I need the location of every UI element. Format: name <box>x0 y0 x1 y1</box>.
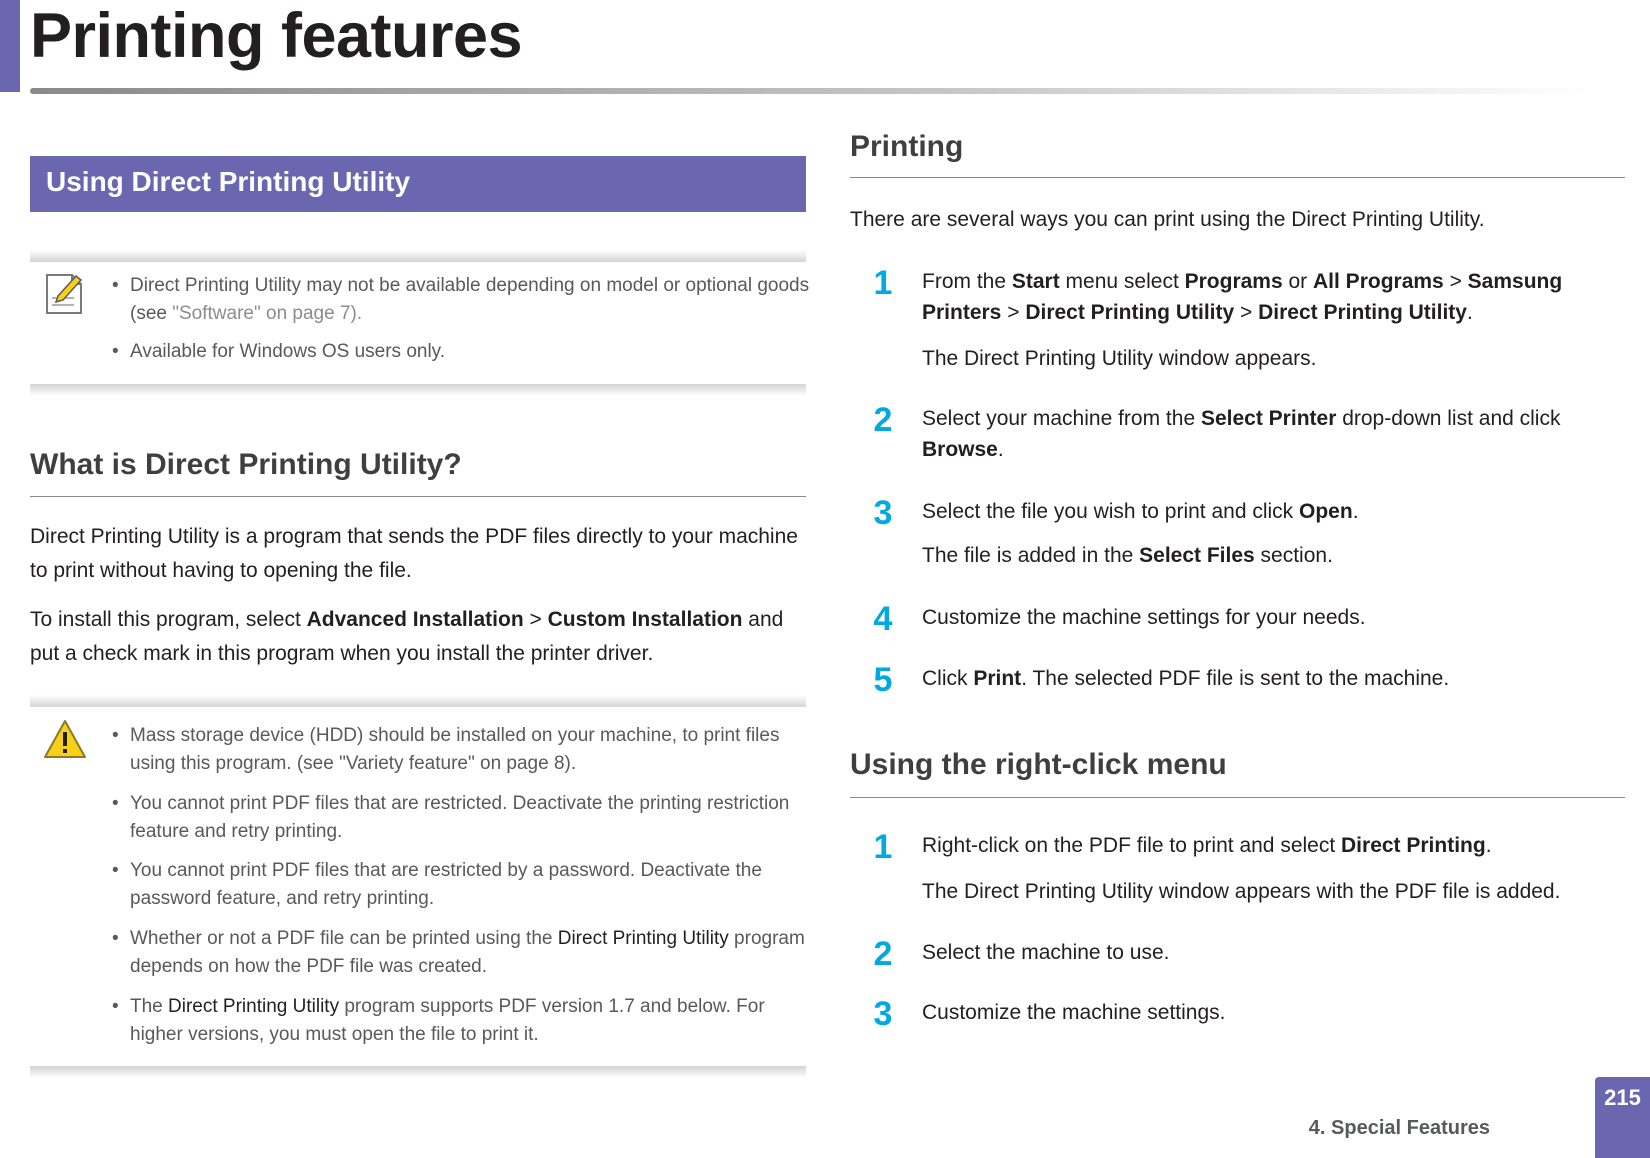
note-box-bottom <box>30 384 806 396</box>
printing-intro: There are several ways you can print using the Direct Printing Utility. <box>850 208 1485 231</box>
step-result: The file is added in the Select Files section. <box>922 544 1333 567</box>
note-box-top-edge <box>30 250 806 262</box>
step-text: Select the file you wish to print and click Open. <box>922 500 1359 523</box>
step-text: Select your machine from the Select Printer drop-down list and click Browse. <box>922 407 1561 461</box>
header-divider <box>30 88 1590 94</box>
caution-item: • Whether or not a PDF file can be printed using the Direct Printing Utility program depends on how the PDF file was created. <box>112 928 805 977</box>
caution-box <box>30 695 806 707</box>
pencil-note-icon <box>44 272 84 316</box>
caution-item: • You cannot print PDF files that are restricted by a password. Deactivate the password feature, and retry printing. <box>112 860 762 909</box>
step-text: Customize the machine settings. <box>922 1001 1226 1024</box>
step-text: Click Print. The selected PDF file is sent to the machine. <box>922 667 1450 690</box>
step-number: 4 <box>873 600 893 638</box>
heading-rule <box>850 177 1625 178</box>
caution-item: • Mass storage device (HDD) should be installed on your machine, to print files using this program. (see "Variety feature" on page 8). <box>112 725 780 774</box>
section-banner-title: Using Direct Printing Utility <box>46 166 411 197</box>
header-accent-bar <box>0 0 20 92</box>
heading-rule <box>30 496 806 497</box>
note-box <box>30 250 806 262</box>
note-item: • Available for Windows OS users only. <box>112 341 446 362</box>
what-is-heading: What is Direct Printing Utility? <box>30 448 462 481</box>
page-title: Printing features <box>30 1 523 71</box>
step-number: 1 <box>873 828 893 866</box>
step-number: 1 <box>873 264 893 302</box>
caution-item: • You cannot print PDF files that are restricted. Deactivate the printing restriction feature and retry printing. <box>112 793 790 842</box>
caution-item: • The Direct Printing Utility program supports PDF version 1.7 and below. For higher versions, you must open the file to print it. <box>112 996 765 1045</box>
step-number: 3 <box>873 494 893 532</box>
heading-rule <box>850 797 1625 798</box>
caution-box-top-edge <box>30 695 806 707</box>
section-banner <box>30 156 806 212</box>
step-text: From the Start menu select Programs or All Programs > Samsung Printers > Direct Printing Utility > Direct Printing Utility. <box>922 270 1563 324</box>
step-result: The Direct Printing Utility window appears. <box>922 347 1317 370</box>
warning-icon <box>42 718 88 760</box>
step-number: 2 <box>873 401 893 439</box>
printing-heading: Printing <box>850 130 964 163</box>
footer-chapter-label: 4. Special Features <box>1308 1117 1490 1139</box>
step-text: Customize the machine settings for your needs. <box>922 606 1366 629</box>
step-text: Select the machine to use. <box>922 941 1170 964</box>
step-number: 5 <box>873 661 893 699</box>
right-click-heading: Using the right-click menu <box>850 748 1227 781</box>
step-text: Right-click on the PDF file to print and select Direct Printing. <box>922 834 1492 857</box>
software-page-link[interactable]: "Software" on page 7). <box>172 303 363 324</box>
page-number: 215 <box>1604 1085 1641 1110</box>
step-number: 2 <box>873 935 893 973</box>
what-is-paragraph-1: Direct Printing Utility is a program that sends the PDF files directly to your machine to print without having to opening the file. <box>30 525 798 582</box>
note-item: • Direct Printing Utility may not be available depending on model or optional goods (see "Software" on page 7). <box>112 275 810 324</box>
what-is-paragraph-2: To install this program, select Advanced Installation > Custom Installation and put a check mark in this program when you install the printer driver. <box>30 608 784 665</box>
step-result: The Direct Printing Utility window appears with the PDF file is added. <box>922 880 1561 903</box>
step-number: 3 <box>873 995 893 1033</box>
caution-box-bottom <box>30 1066 806 1078</box>
page-number-tab <box>1595 1077 1650 1158</box>
